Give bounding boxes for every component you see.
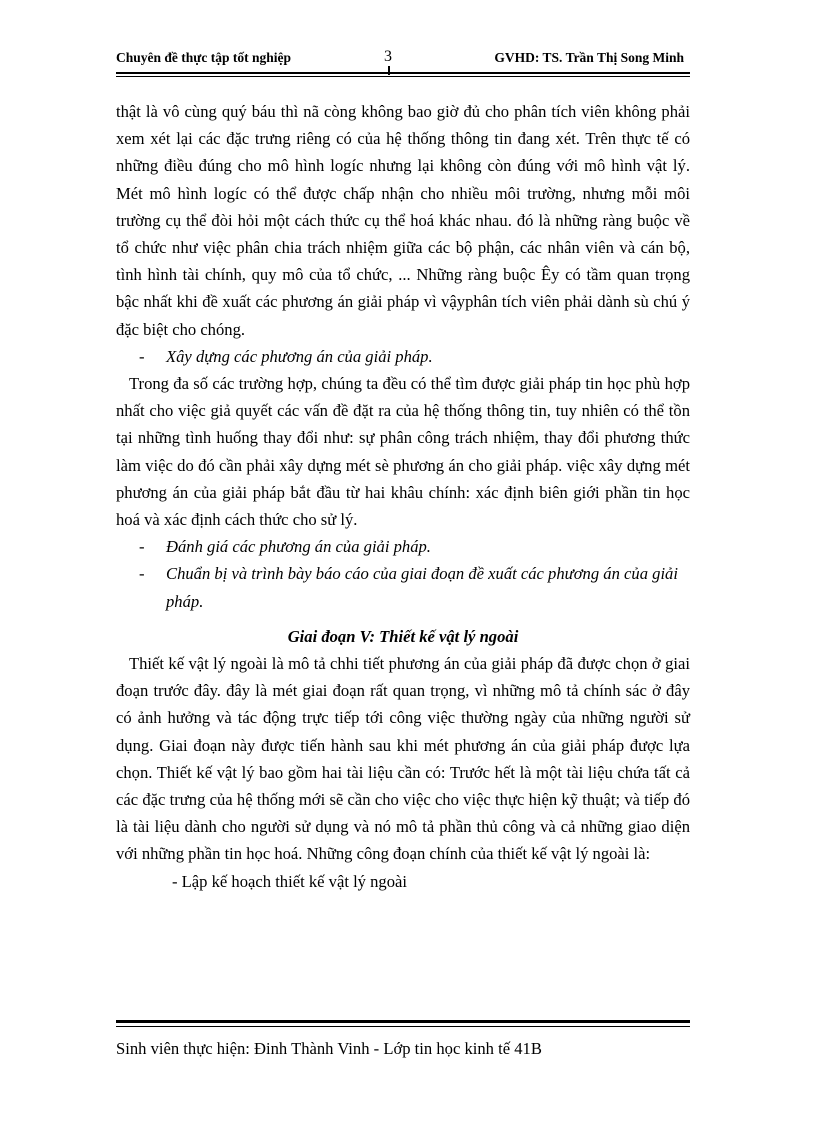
bullet-prepare-report	[116, 560, 690, 614]
paragraph-solution-options: Trong đa số các trường hợp, chúng ta đều có thể tìm được giải pháp tin học phù hợp nhất cho việc giả quyết các vấn đề đặt ra của hệ thống thông tin, tuy nhiên có thể tồn tại những tình huống thay đổi như: sự phân công trách nhiệm, thay đổi phương thức làm việc do đó cần phải xây dựng mét sè phương án cho giải pháp. việc xây dựng mét phương án của giải pháp bắt đầu từ hai khâu chính: xác định biên giới phần tin học hoá và xác định cách thức cho sử lý.	[116, 374, 690, 530]
bullet-dash: -	[139, 537, 145, 557]
page-footer: Sinh viên thực hiện: Đinh Thành Vinh - Lớp tin học kinh tế 41B	[116, 1039, 542, 1058]
paragraph-external-design: Thiết kế vật lý ngoài là mô tả chhi tiết phương án của giải pháp đã được chọn ở giai đoạn trước đây. đây là mét giai đoạn rất quan trọng, vì những mô tả chính sác ở đây có ảnh hưởng và tác động trực tiếp tới công việc thường ngày của những người sử dụng. Giai đoạn này được tiến hành sau khi mét phương án của giải pháp được lựa chọn. Thiết kế vật lý bao gồm hai tài liệu cần có: Trước hết là một tài liệu chứa tất cả các đặc trưng của hệ thống mới sẽ cần cho việc cho việc thực hiện kỹ thuật; và tiếp đó là tài liệu dành cho người sử dụng và nó mô tả phần thủ công và cả những giao diện với những phần tin học hoá. Những công đoạn chính của thiết kế vật lý ngoài là:	[116, 654, 690, 864]
footer-rule-thin	[116, 1026, 690, 1027]
paragraph-logic-model: thật là vô cùng quý báu thì nã còng không bao giờ đủ cho phân tích viên không phải xem xét lại các đặc trưng riêng có của hệ thống thông tin đang xét. Trên thực tế có những điều đúng cho mô hình logíc nhưng lại không còn đúng với mô hình vật lý. Mét mô hình logíc có thể được chấp nhận cho nhiều môi trường, nhưng mỗi môi trường cụ thể đòi hỏi một cách thức cụ thể hoá khác nhau. đó là những ràng buộc về tổ chức như việc phân chia trách nhiệm giữa các bộ phận, các nhân viên và cán bộ, tình hình tài chính, quy mô của tổ chức, ... Những ràng buộc Êy có tầm quan trọng bậc nhất khi đề xuất các phương án giải pháp vì vậyphân tích viên phải dành sù chú ý đặc biệt cho chóng.	[116, 102, 690, 339]
bullet-text: Chuẩn bị và trình bày báo cáo của giai đoạn đề xuất các phương án của giải pháp.	[166, 564, 678, 611]
page-header	[116, 50, 690, 72]
bullet-text: Đánh giá các phương án của giải pháp.	[166, 537, 431, 557]
header-supervisor: GVHD: TS. Trần Thị Song Minh	[494, 50, 684, 65]
bullet-dash: -	[139, 346, 145, 366]
bullet-build-options	[116, 343, 690, 370]
document-body	[116, 98, 690, 895]
footer-rule-thick	[116, 1020, 690, 1023]
header-course-title: Chuyên đề thực tập tốt nghiệp	[116, 50, 291, 65]
header-rule-thick	[116, 72, 690, 74]
sub-item-plan: - Lập kế hoạch thiết kế vật lý ngoài	[172, 871, 407, 891]
bullet-evaluate-options	[116, 533, 690, 560]
bullet-text: Xây dựng các phương án của giải pháp.	[166, 346, 433, 366]
page-number: 3	[384, 48, 392, 65]
section-heading: Giai đoạn V: Thiết kế vật lý ngoài	[287, 626, 519, 646]
header-rule-thin	[116, 76, 690, 77]
bullet-dash: -	[139, 564, 145, 584]
